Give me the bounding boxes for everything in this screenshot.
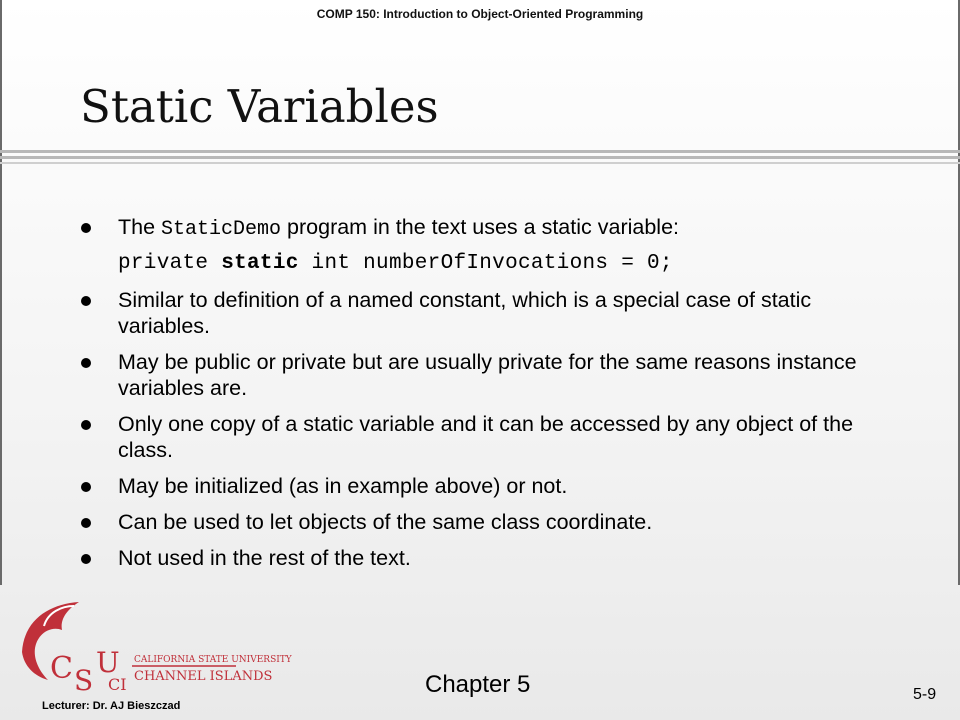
bullet-text-suffix: program in the text uses a static variable: xyxy=(281,215,680,239)
bullet-item xyxy=(80,287,900,339)
title-divider-2 xyxy=(0,156,960,159)
bullet-dot-icon xyxy=(81,296,91,306)
logo-mark-s: S xyxy=(74,664,94,697)
code-part-b: int numberOfInvocations = 0; xyxy=(298,252,673,275)
bullet-dot-icon xyxy=(81,358,91,368)
left-border xyxy=(0,0,2,585)
code-part-a: private xyxy=(118,252,222,275)
chapter-label: Chapter 5 xyxy=(425,671,531,698)
bullet-dot-icon xyxy=(81,420,91,430)
bullet-text: May be public or private but are usually private for the same reasons instance variables are. xyxy=(118,350,857,400)
bullet-text-prefix: The xyxy=(118,215,162,239)
bullet-text: Not used in the rest of the text. xyxy=(118,546,411,570)
logo-mark-ci: CI xyxy=(108,675,127,694)
bullet-text: May be initialized (as in example above) or not. xyxy=(118,474,568,498)
code-example xyxy=(118,251,900,277)
title-divider-3 xyxy=(0,162,960,164)
bullet-text: Can be used to let objects of the same class coordinate. xyxy=(118,510,653,534)
bullet-text: Similar to definition of a named constant, which is a special case of static variables. xyxy=(118,288,812,338)
bullet-dot-icon xyxy=(81,554,91,564)
page-number: 5-9 xyxy=(913,686,937,703)
code-keyword: static xyxy=(221,252,299,275)
bullet-item xyxy=(80,349,900,401)
course-header: COMP 150: Introduction to Object-Oriented Programming xyxy=(316,7,644,21)
bullet-list xyxy=(80,214,900,581)
bullet-item xyxy=(80,411,900,463)
bullet-dot-icon xyxy=(81,223,91,233)
bullet-text: Only one copy of a static variable and it can be accessed by any object of the class. xyxy=(118,412,854,462)
bullet-dot-icon xyxy=(81,482,91,492)
bullet-item xyxy=(80,509,900,535)
lecturer-credit: Lecturer: Dr. AJ Bieszczad xyxy=(42,700,181,712)
logo-mark-u: U xyxy=(96,646,120,679)
logo-mark-c: C xyxy=(50,651,73,686)
logo-line2: CHANNEL ISLANDS xyxy=(134,669,273,684)
bullet-item xyxy=(80,545,900,571)
bullet-item xyxy=(80,214,900,277)
university-logo xyxy=(4,592,292,710)
slide-title: Static Variables xyxy=(80,80,439,133)
title-divider-1 xyxy=(0,150,960,153)
bullet-dot-icon xyxy=(81,518,91,528)
bullet-item xyxy=(80,473,900,499)
logo-line1: CALIFORNIA STATE UNIVERSITY xyxy=(134,655,292,665)
inline-code: StaticDemo xyxy=(161,218,282,241)
